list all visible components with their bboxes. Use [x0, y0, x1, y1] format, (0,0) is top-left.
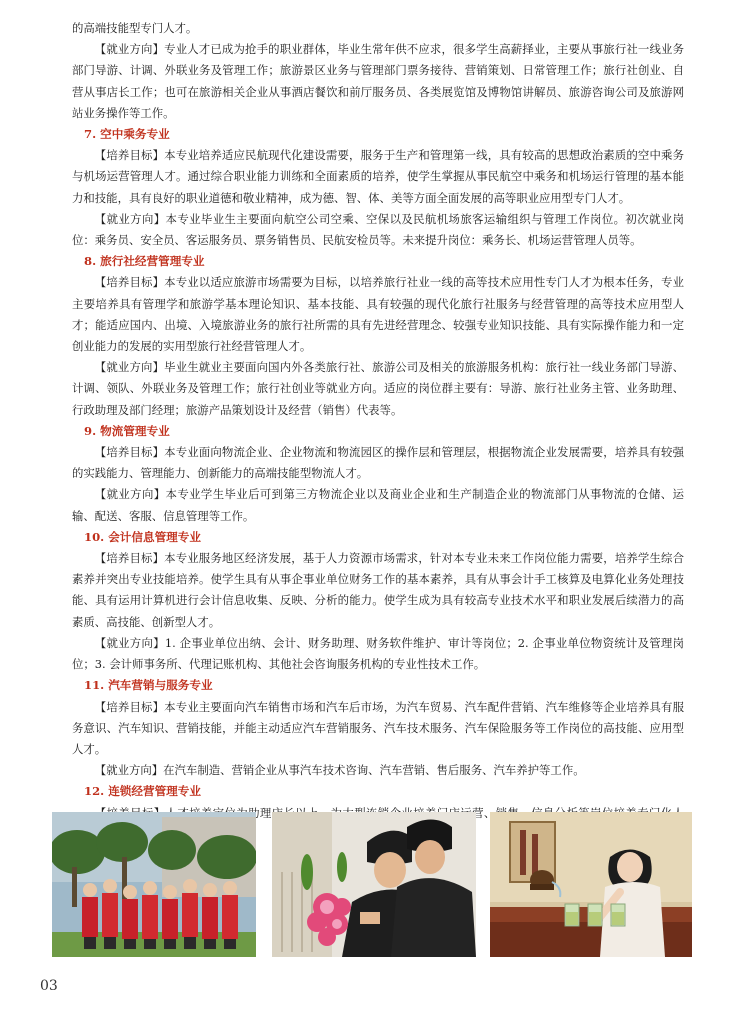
photo-strip [52, 812, 692, 957]
section-heading: 11. 汽车营销与服务专业 [84, 678, 213, 693]
text-line: 的高端技能型专门人才。 [72, 21, 198, 35]
section-heading: 8. 旅行社经营管理专业 [84, 254, 205, 269]
photo-uniform-group [52, 812, 256, 957]
photo-culinary-students [272, 812, 476, 957]
photo-tea-art [490, 812, 692, 957]
paragraph: 【就业方向】专业人才已成为抢手的职业群体，毕业生常年供不应求，很多学生高薪择业，主要从事旅行社一线业务部门导游、计调、外联业务及管理工作；旅游景区业务与管理部门票务接待、营销策划、日常管理工作；旅行社创业、自营从事店长工作；也可在旅游相关企业从事酒店餐饮和前厅服务员、各类展览馆及博物馆讲解员、旅游咨询公司及旅游网站业务操作等工作。 [72, 42, 684, 120]
paragraph: 【就业方向】本专业毕业生主要面向航空公司空乘、空保以及民航机场旅客运输组织与管理工作岗位。初次就业岗位：乘务员、安全员、客运服务员、票务销售员、民航安检员等。未来提升岗位：乘务长、机场运营管理人员等。 [72, 211, 684, 248]
paragraph: 【培养目标】本专业以适应旅游市场需要为目标，以培养旅行社业一线的高等技术应用性专门人才为根本任务，专业主要培养具有管理学和旅游学基本理论知识、基本技能、具有较强的现代化旅行社服务与经营管理的高等技术应用型人才；能适应国内、出境、入境旅游业务的旅行社所需的具有先进经营理念、较强专业知识技能、具有实际操作能力和一定创业能力的发展的实用型旅行社经营管理人才。 [72, 275, 684, 354]
paragraph: 【就业方向】毕业生就业主要面向国内外各类旅行社、旅游公司及相关的旅游服务机构：旅行社一线业务部门导游、计调、领队、外联业务及管理工作；旅行社创业等就业方向。适应的岗位群主要有：导游、旅行社业务主管、业务助理、行政助理及部门经理；旅游产品策划设计及经营（销售）代表等。 [72, 360, 684, 417]
paragraph: 【就业方向】1. 企事业单位出纳、会计、财务助理、财务软件维护、审计等岗位；2. 企事业单位物资统计及管理岗位；3. 会计师事务所、代理记账机构、其他社会咨询服务机构的专业性技术工作。 [72, 635, 684, 672]
paragraph: 【就业方向】本专业学生毕业后可到第三方物流企业以及商业企业和生产制造企业的物流部门从事物流的仓储、运输、配送、客服、信息管理等工作。 [72, 487, 684, 523]
paragraph: 【培养目标】本专业面向物流企业、企业物流和物流园区的操作层和管理层，根据物流企业发展需要，培养具有较强的实践能力、管理能力、创新能力的高端技能型物流人才。 [72, 445, 684, 481]
page-number: 03 [40, 978, 58, 994]
paragraph: 【培养目标】本专业主要面向汽车销售市场和汽车后市场，为汽车贸易、汽车配件营销、汽车维修等企业培养具有服务意识、汽车知识、营销技能，并能主动适应汽车营销服务、汽车技术服务、汽车保险服务等工作岗位的高技能、应用型人才。 [72, 699, 684, 756]
section-heading: 9. 物流管理专业 [84, 423, 170, 438]
paragraph: 【培养目标】本专业培养适应民航现代化建设需要，服务于生产和管理第一线，具有较高的思想政治素质的空中乘务与机场运营管理人才。通过综合职业能力训练和全面素质的培养，使学生掌握从事民航空中乘务和机场运行管理的基本能力和技能，具有良好的职业道德和敬业精神，成为德、智、体、美等方面全面发展的高等职业应用型专门人才。 [72, 148, 684, 205]
paragraph: 【培养目标】本专业服务地区经济发展，基于人力资源市场需求，针对本专业未来工作岗位能力需要，培养学生综合素养并突出专业技能培养。使学生具有从事企事业单位财务工作的基本素养，具有从事会计手工核算及电算化业务处理技能、具有运用计算机进行会计信息收集、反映、分析的能力。使学生成为具有较高专业技术水平和职业发展后续潜力的高素质、高技能、创新型人才。 [72, 551, 684, 629]
document-body [72, 18, 684, 845]
section-heading: 10. 会计信息管理专业 [84, 529, 201, 544]
section-heading: 7. 空中乘务专业 [84, 127, 170, 142]
section-heading: 12. 连锁经营管理专业 [84, 784, 201, 799]
paragraph: 【就业方向】在汽车制造、营销企业从事汽车技术咨询、汽车营销、售后服务、汽车养护等工作。 [94, 763, 585, 778]
